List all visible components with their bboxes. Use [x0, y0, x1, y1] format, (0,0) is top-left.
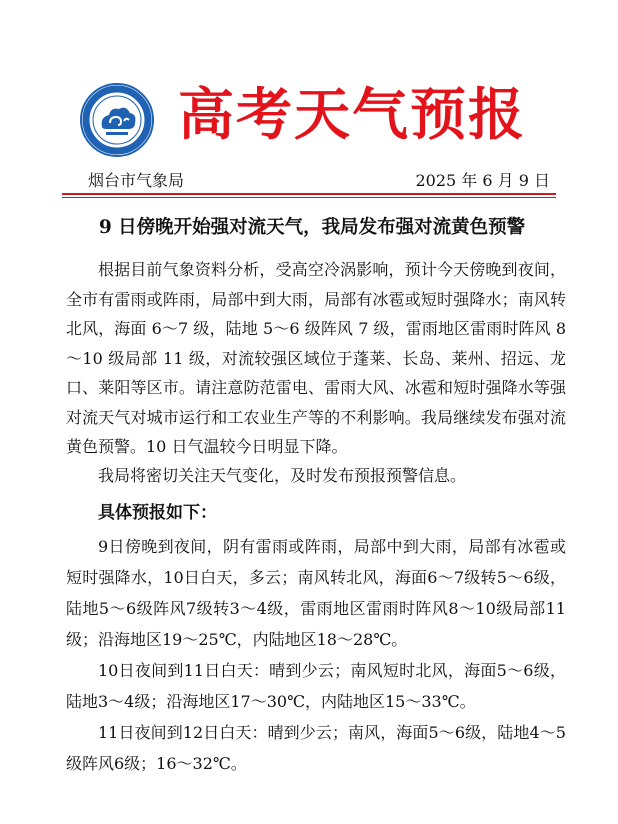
header-divider	[62, 193, 556, 195]
header-divider-thin	[62, 197, 556, 198]
headline: 9 日傍晚开始强对流天气，我局发布强对流黄色预警	[98, 217, 526, 238]
issue-date: 2025 年 6 月 9 日	[415, 171, 550, 190]
intro-paragraph: 根据目前气象资料分析，受高空冷涡影响，预计今天傍晚到夜间，全市有雷雨或阵雨，局部中到大雨，局部有冰雹或短时强降水；南风转北风，海面 6～7 级，陆地 5～6 级阵风 7 级，雷雨地区雷雨时阵风 8～10 级局部 11 级，对流较强区域位于蓬莱、长岛、莱州、招远、龙口、莱阳等区市。请注意防范雷电、雷雨大风、冰雹和短时强降水等强对流天气对城市运行和工农业生产等的不利影响。我局继续发布强对流黄色预警。10 日气温较今日明显下降。	[66, 260, 566, 456]
forecast-item: 11日夜间到12日白天：晴到少云；南风，海面5～6级，陆地4～5级阵风6级；16～32℃。	[66, 723, 566, 773]
forecast-item: 10日夜间到11日白天：晴到少云；南风短时北风，海面5～6级，陆地3～4级；沿海地区17～30℃，内陆地区15～33℃。	[66, 661, 566, 711]
meteorological-bureau-logo	[80, 83, 154, 157]
issuer-name: 烟台市气象局	[88, 171, 185, 190]
forecast-item: 9日傍晚到夜间，阴有雷雨或阵雨，局部中到大雨，局部有冰雹或短时强降水，10日白天，多云；南风转北风，海面6～7级转5～6级，陆地5～6级阵风7级转3～4级，雷雨地区雷雨时阵风8～10级局部11级；沿海地区19～25℃，内陆地区18～28℃。	[66, 537, 566, 649]
forecast-heading: 具体预报如下：	[98, 503, 217, 523]
notice-paragraph: 我局将密切关注天气变化，及时发布预报预警信息。	[98, 466, 467, 485]
document-title: 高考天气预报	[178, 82, 526, 148]
